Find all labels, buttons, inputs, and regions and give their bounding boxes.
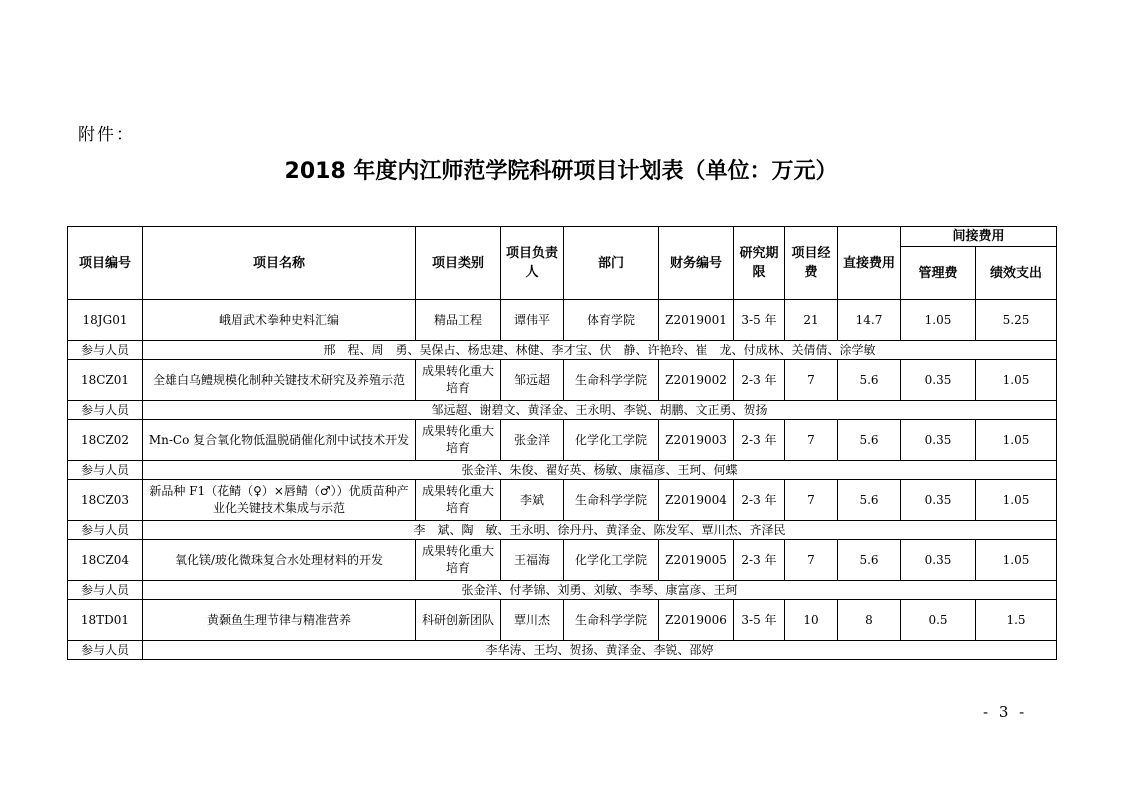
participants-label: 参与人员: [68, 581, 143, 600]
project-leader-cell: 王福海: [501, 540, 564, 581]
participants-label: 参与人员: [68, 341, 143, 360]
project-category-cell: 精品工程: [416, 300, 501, 341]
table-row: [68, 600, 1057, 641]
project-category-cell: 成果转化重大培育: [416, 540, 501, 581]
finance-number-cell: Z2019006: [659, 600, 734, 641]
page-title: 2018 年度内江师范学院科研项目计划表（单位：万元）: [284, 159, 838, 184]
header-research-period: 研究期限: [734, 227, 785, 300]
project-leader-cell: 覃川杰: [501, 600, 564, 641]
header-project-funding: 项目经费: [785, 227, 838, 300]
participants-label: 参与人员: [68, 461, 143, 480]
participants-row: [68, 341, 1057, 360]
management-fee-cell: 0.35: [901, 480, 976, 521]
finance-number-cell: Z2019003: [659, 420, 734, 461]
participants-list: 邹远超、谢碧文、黄泽金、王永明、李锐、胡鹏、文正勇、贺扬: [143, 401, 1057, 420]
management-fee-cell: 0.35: [901, 420, 976, 461]
department-cell: 生命科学学院: [564, 600, 659, 641]
participants-row: [68, 641, 1057, 660]
participants-list: 张金洋、朱俊、翟好英、杨敏、康福彦、王珂、何蝶: [143, 461, 1057, 480]
table-row: [68, 300, 1057, 341]
project-leader-cell: 李斌: [501, 480, 564, 521]
project-category-cell: 科研创新团队: [416, 600, 501, 641]
department-cell: 体育学院: [564, 300, 659, 341]
project-name-cell: Mn-Co 复合氧化物低温脱硝催化剂中试技术开发: [143, 420, 416, 461]
attachment-label: 附件：: [78, 125, 135, 145]
department-cell: 化学化工学院: [564, 420, 659, 461]
department-cell: 化学化工学院: [564, 540, 659, 581]
project-leader-cell: 张金洋: [501, 420, 564, 461]
project-name-cell: 新品种 F1（花鲭（♀）×唇鲭（♂））优质苗种产业化关键技术集成与示范: [143, 480, 416, 521]
project-funding-cell: 7: [785, 360, 838, 401]
project-name-cell: 峨眉武术拳种史料汇编: [143, 300, 416, 341]
header-department: 部门: [564, 227, 659, 300]
project-name-cell: 全雄白乌鳢规模化制种关键技术研究及养殖示范: [143, 360, 416, 401]
header-management-fee: 管理费: [901, 247, 976, 300]
project-funding-cell: 21: [785, 300, 838, 341]
header-indirect-cost: 间接费用: [901, 227, 1057, 247]
participants-list: 李华涛、王均、贺扬、黄泽金、李锐、邵婷: [143, 641, 1057, 660]
finance-number-cell: Z2019002: [659, 360, 734, 401]
research-period-cell: 3-5 年: [734, 300, 785, 341]
management-fee-cell: 0.35: [901, 360, 976, 401]
research-period-cell: 2-3 年: [734, 420, 785, 461]
performance-expense-cell: 1.5: [976, 600, 1057, 641]
participants-row: [68, 401, 1057, 420]
finance-number-cell: Z2019001: [659, 300, 734, 341]
project-name-cell: 氧化镁/玻化微珠复合水处理材料的开发: [143, 540, 416, 581]
table-row: [68, 420, 1057, 461]
header-finance-number: 财务编号: [659, 227, 734, 300]
research-period-cell: 3-5 年: [734, 600, 785, 641]
performance-expense-cell: 1.05: [976, 420, 1057, 461]
research-period-cell: 2-3 年: [734, 540, 785, 581]
department-cell: 生命科学学院: [564, 360, 659, 401]
project-leader-cell: 谭伟平: [501, 300, 564, 341]
finance-number-cell: Z2019005: [659, 540, 734, 581]
direct-cost-cell: 5.6: [838, 360, 901, 401]
research-period-cell: 2-3 年: [734, 480, 785, 521]
project-id-cell: 18CZ03: [68, 480, 143, 521]
department-cell: 生命科学学院: [564, 480, 659, 521]
research-period-cell: 2-3 年: [734, 360, 785, 401]
performance-expense-cell: 1.05: [976, 360, 1057, 401]
project-leader-cell: 邹远超: [501, 360, 564, 401]
table-row: [68, 360, 1057, 401]
project-category-cell: 成果转化重大培育: [416, 420, 501, 461]
participants-label: 参与人员: [68, 401, 143, 420]
project-id-cell: 18CZ02: [68, 420, 143, 461]
finance-number-cell: Z2019004: [659, 480, 734, 521]
participants-label: 参与人员: [68, 521, 143, 540]
project-plan-table: [67, 226, 1057, 660]
project-id-cell: 18TD01: [68, 600, 143, 641]
project-rows: [68, 300, 1057, 660]
header-project-leader: 项目负责人: [501, 227, 564, 300]
direct-cost-cell: 5.6: [838, 480, 901, 521]
project-id-cell: 18CZ01: [68, 360, 143, 401]
project-id-cell: 18JG01: [68, 300, 143, 341]
participants-row: [68, 521, 1057, 540]
table-row: [68, 480, 1057, 521]
header-project-category: 项目类别: [416, 227, 501, 300]
project-name-cell: 黄颡鱼生理节律与精准营养: [143, 600, 416, 641]
participants-list: 张金洋、付孝锦、刘勇、刘敏、李琴、康富彦、王珂: [143, 581, 1057, 600]
project-category-cell: 成果转化重大培育: [416, 360, 501, 401]
direct-cost-cell: 14.7: [838, 300, 901, 341]
project-funding-cell: 7: [785, 480, 838, 521]
participants-list: 李 斌、陶 敏、王永明、徐丹丹、黄泽金、陈发军、覃川杰、齐泽民: [143, 521, 1057, 540]
performance-expense-cell: 1.05: [976, 480, 1057, 521]
participants-row: [68, 461, 1057, 480]
performance-expense-cell: 1.05: [976, 540, 1057, 581]
header-project-name: 项目名称: [143, 227, 416, 300]
project-funding-cell: 10: [785, 600, 838, 641]
project-funding-cell: 7: [785, 420, 838, 461]
project-category-cell: 成果转化重大培育: [416, 480, 501, 521]
management-fee-cell: 0.5: [901, 600, 976, 641]
header-project-id: 项目编号: [68, 227, 143, 300]
participants-label: 参与人员: [68, 641, 143, 660]
table-row: [68, 540, 1057, 581]
direct-cost-cell: 5.6: [838, 420, 901, 461]
management-fee-cell: 0.35: [901, 540, 976, 581]
project-id-cell: 18CZ04: [68, 540, 143, 581]
project-funding-cell: 7: [785, 540, 838, 581]
page-number: - 3 -: [983, 703, 1028, 721]
header-direct-cost: 直接费用: [838, 227, 901, 300]
direct-cost-cell: 8: [838, 600, 901, 641]
participants-row: [68, 581, 1057, 600]
participants-list: 邢 程、周 勇、吴保占、杨忠建、林健、李才宝、伏 静、许艳玲、崔 龙、付成林、关倩倩、涂学敏: [143, 341, 1057, 360]
performance-expense-cell: 5.25: [976, 300, 1057, 341]
direct-cost-cell: 5.6: [838, 540, 901, 581]
header-performance-expense: 绩效支出: [976, 247, 1057, 300]
management-fee-cell: 1.05: [901, 300, 976, 341]
